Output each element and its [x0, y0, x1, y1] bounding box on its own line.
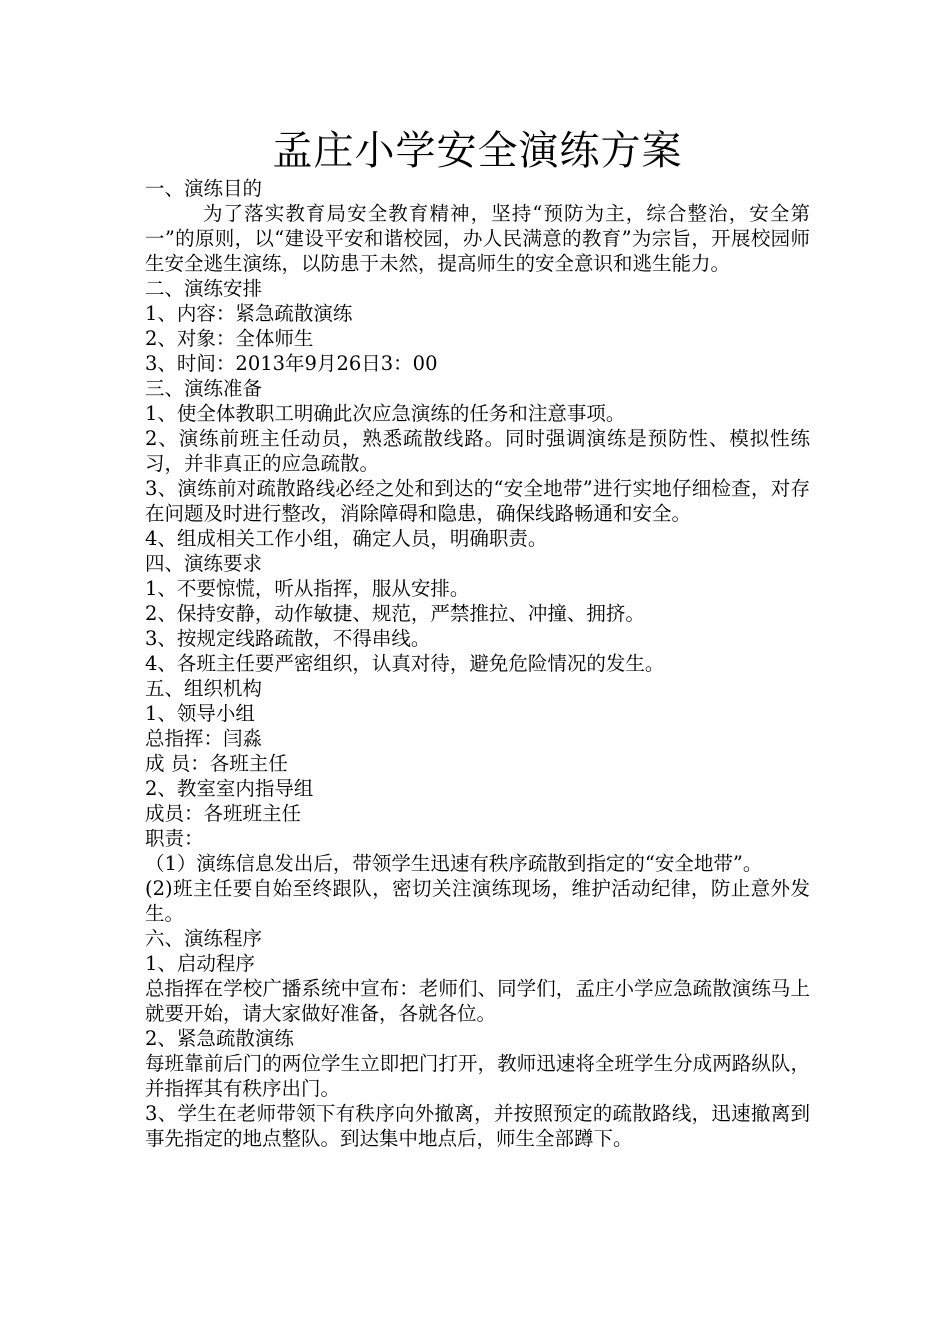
- paragraph: 4、组成相关工作小组，确定人员，明确职责。: [145, 527, 548, 550]
- paragraph: 六、演练程序: [145, 927, 263, 950]
- paragraph: 2、对象：全体师生: [145, 327, 314, 350]
- paragraph: 四、演练要求: [145, 552, 263, 575]
- paragraph: 五、组织机构: [145, 677, 263, 700]
- paragraph: 1、内容：紧急疏散演练: [145, 302, 353, 325]
- document-page: [145, 126, 810, 1151]
- paragraph: 1、启动程序: [145, 952, 255, 975]
- paragraph: 二、演练安排: [145, 277, 263, 300]
- paragraph: 总指挥：闫淼: [145, 727, 263, 750]
- paragraph: 为了落实教育局安全教育精神，坚持“预防为主，综合整治，安全第一”的原则，以“建设平安和谐校园，办人民满意的教育”为宗旨，开展校园师生安全逃生演练，以防患于未然，提高师生的安全意识和逃生能力。: [145, 202, 810, 275]
- paragraph: 成员：各班班主任: [145, 802, 302, 825]
- paragraph: 2、保持安静，动作敏捷、规范，严禁推拉、冲撞、拥挤。: [145, 602, 645, 625]
- paragraph: 3、按规定线路疏散，不得串线。: [145, 627, 431, 650]
- paragraph: 2、演练前班主任动员，熟悉疏散线路。同时强调演练是预防性、模拟性练习，并非真正的应急疏散。: [145, 427, 810, 475]
- paragraph: (2)班主任要自始至终跟队，密切关注演练现场，维护活动纪律，防止意外发生。: [145, 877, 810, 925]
- paragraph: 总指挥在学校广播系统中宣布：老师们、同学们，孟庄小学应急疏散演练马上就要开始，请大家做好准备，各就各位。: [145, 977, 810, 1025]
- paragraph: 一、演练目的: [145, 177, 263, 200]
- paragraph: 1、领导小组: [145, 702, 255, 725]
- paragraph: 2、教室室内指导组: [145, 777, 314, 800]
- paragraph: 3、演练前对疏散路线必经之处和到达的“安全地带”进行实地仔细检查，对存在问题及时进行整改，消除障碍和隐患，确保线路畅通和安全。: [145, 477, 810, 525]
- paragraph: 2、紧急疏散演练: [145, 1027, 294, 1050]
- paragraph: 每班靠前后门的两位学生立即把门打开，教师迅速将全班学生分成两路纵队，并指挥其有秩序出门。: [145, 1052, 810, 1100]
- paragraph: （1）演练信息发出后，带领学生迅速有秩序疏散到指定的“安全地带”。: [145, 852, 763, 875]
- paragraph: 1、不要惊慌，听从指挥，服从安排。: [145, 577, 470, 600]
- paragraph: 成 员：各班主任: [145, 752, 288, 775]
- paragraph: 三、演练准备: [145, 377, 263, 400]
- document-title: 孟庄小学安全演练方案: [272, 128, 683, 174]
- paragraph: 职责：: [145, 827, 204, 850]
- paragraph: 1、使全体教职工明确此次应急演练的任务和注意事项。: [145, 402, 626, 425]
- document-body: [145, 176, 810, 1151]
- paragraph: 4、各班主任要严密组织，认真对待，避免危险情况的发生。: [145, 652, 665, 675]
- paragraph: 3、时间：2013年9月26日3：00: [145, 352, 438, 375]
- paragraph: 3、学生在老师带领下有秩序向外撤离，并按照预定的疏散路线，迅速撤离到事先指定的地点整队。到达集中地点后，师生全部蹲下。: [145, 1102, 810, 1150]
